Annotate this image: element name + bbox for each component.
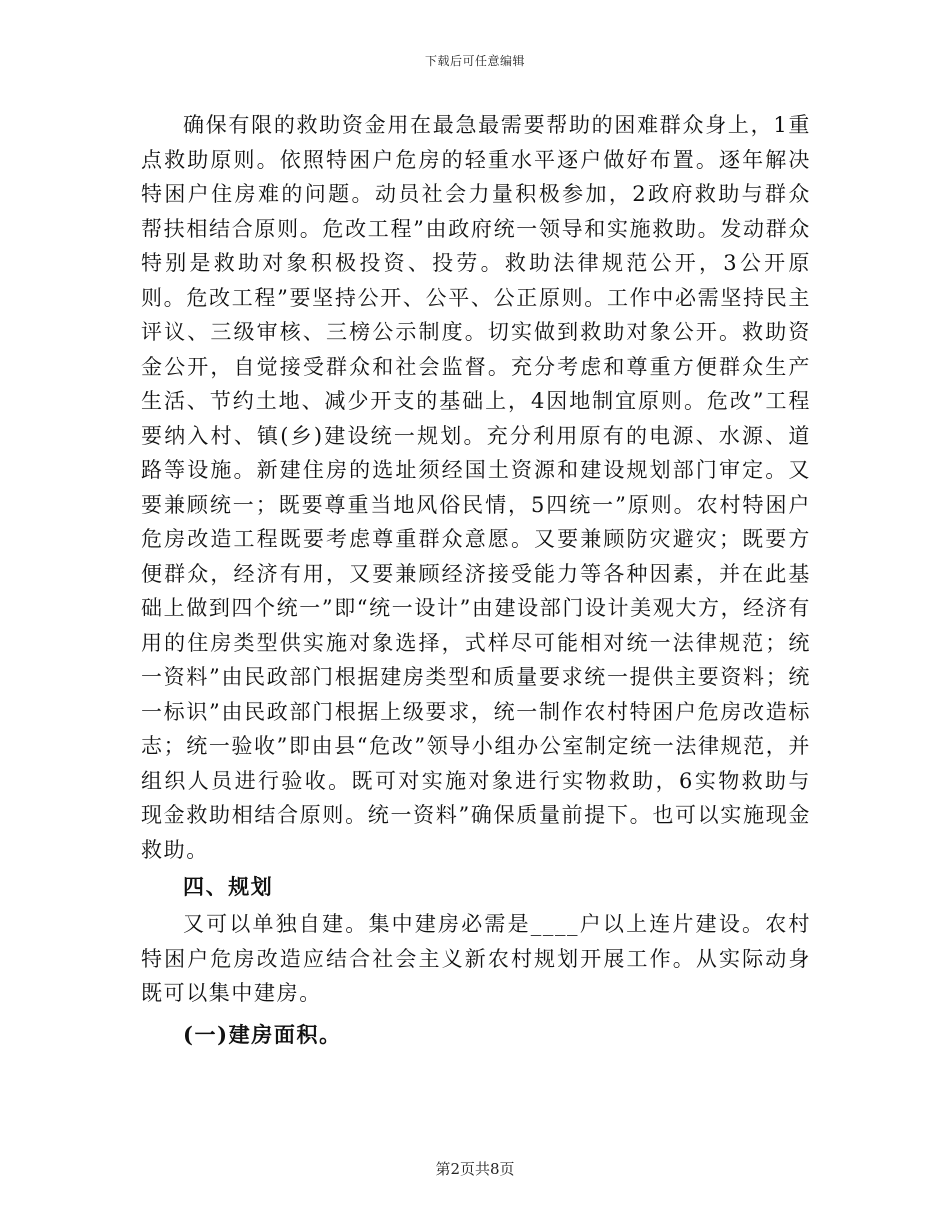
paragraph-principles: 确保有限的救助资金用在最急最需要帮助的困难群众身上，1重点救助原则。依照特困户危房的轻重水平逐户做好布置。逐年解决特困户住房难的问题。动员社会力量积极参加，2政府救助与群众帮扶相结合原则。危改工程”由政府统一领导和实施救助。发动群众特别是救助对象积极投资、投劳。救助法律规范公开，3公开原则。危改工程”要坚持公开、公平、公正原则。工作中必需坚持民主评议、三级审核、三榜公示制度。切实做到救助对象公开。救助资金公开，自觉接受群众和社会监督。充分考虑和尊重方便群众生产生活、节约土地、减少开支的基础上，4因地制宜原则。危改”工程要纳入村、镇(乡)建设统一规划。充分利用原有的电源、水源、道路等设施。新建住房的选址须经国土资源和建设规划部门审定。又要兼顾统一；既要尊重当地风俗民情，5四统一”原则。农村特困户危房改造工程既要考虑尊重群众意愿。又要兼顾防灾避灾；既要方便群众，经济有用，又要兼顾经济接受能力等各种因素，并在此基础上做到四个统一”即“统一设计”由建设部门设计美观大方，经济有用的住房类型供实施对象选择，式样尽可能相对统一法律规范；统一资料”由民政部门根据建房类型和质量要求统一提供主要资料；统一标识”由民政部门根据上级要求，统一制作农村特困户危房改造标志；统一验收”即由县“危改”领导小组办公室制定统一法律规范，并组织人员进行验收。既可对实施对象进行实物救助，6实物救助与现金救助相结合原则。统一资料”确保质量前提下。也可以实施现金救助。 [141, 113, 811, 862]
document-body [141, 108, 811, 1055]
page-number: 第2页共8页 [435, 1160, 515, 1178]
page-header: 下载后可任意编辑 [424, 54, 525, 68]
subsection-heading-building-area: (一)建房面积。 [183, 1021, 342, 1047]
paragraph-planning: 又可以单独自建。集中建房必需是____户以上连片建设。农村特困户危房改造应结合社会主义新农村规划开展工作。从实际动身既可以集中建房。 [141, 912, 811, 1005]
section-heading-planning: 四、规划 [183, 874, 274, 899]
